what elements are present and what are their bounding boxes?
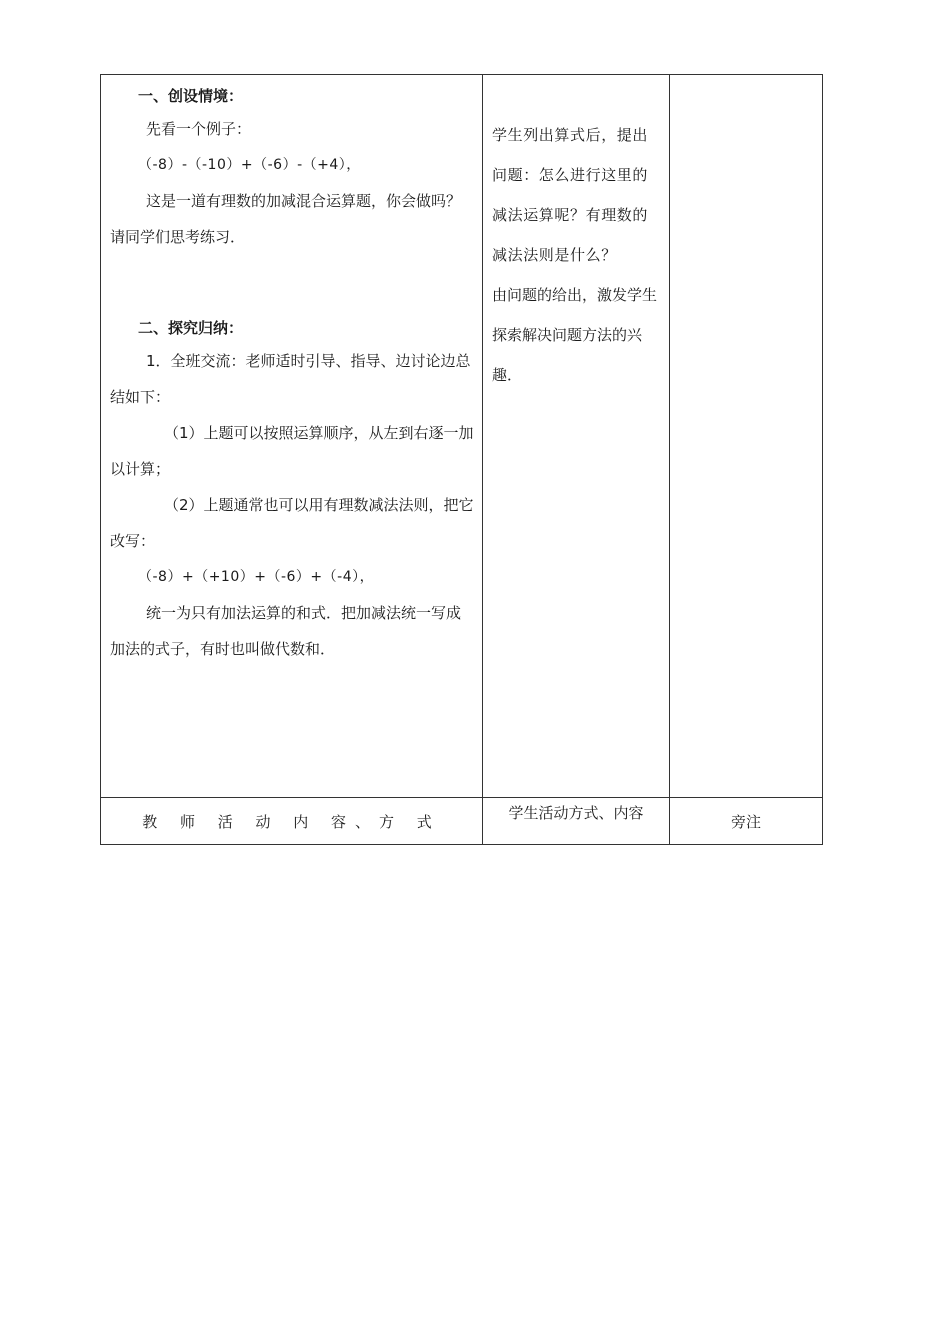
student-activity-cell: [483, 75, 670, 798]
section2-title: 二、探究归纳：: [138, 319, 244, 337]
student-column-label: 学生活动方式、内容: [483, 798, 670, 845]
teacher-activity-cell: [101, 75, 483, 798]
point1b-text: （2）上题通常也可以用有理数减法法则，把它改写：: [110, 496, 474, 550]
section1-title: 一、创设情境：: [138, 87, 244, 105]
header-label-row: [101, 798, 823, 845]
summary-text: 统一为只有加法运算的和式．把加减法统一写成加法的式子，有时也叫做代数和．: [110, 604, 462, 658]
question-text: 这是一道有理数的加减混合运算题，你会做吗？请同学们思考练习．: [110, 192, 462, 246]
notes-column-label: 旁注: [670, 798, 823, 845]
teacher-column-label: 教 师 活 动 内 容、方 式: [101, 798, 483, 845]
expression-1: （-8）-（-10）+（-6）-（+4），: [138, 157, 361, 173]
expression-2: （-8）+（+10）+（-6）+（-4），: [138, 569, 375, 585]
student-para-2: 由问题的给出，激发学生探索解决问题方法的兴趣．: [492, 286, 658, 384]
lesson-plan-table: [100, 74, 823, 845]
student-para-1: 学生列出算式后，提出问题：怎么进行这里的减法运算呢？有理数的减法法则是什么？: [492, 126, 649, 264]
content-row: [101, 75, 823, 798]
notes-cell: [670, 75, 823, 798]
point1a-text: （1）上题可以按照运算顺序，从左到右逐一加以计算；: [110, 424, 474, 478]
point1-text: 1．全班交流：老师适时引导、指导、边讨论边总结如下：: [110, 352, 471, 406]
intro-text: 先看一个例子：: [146, 120, 252, 138]
